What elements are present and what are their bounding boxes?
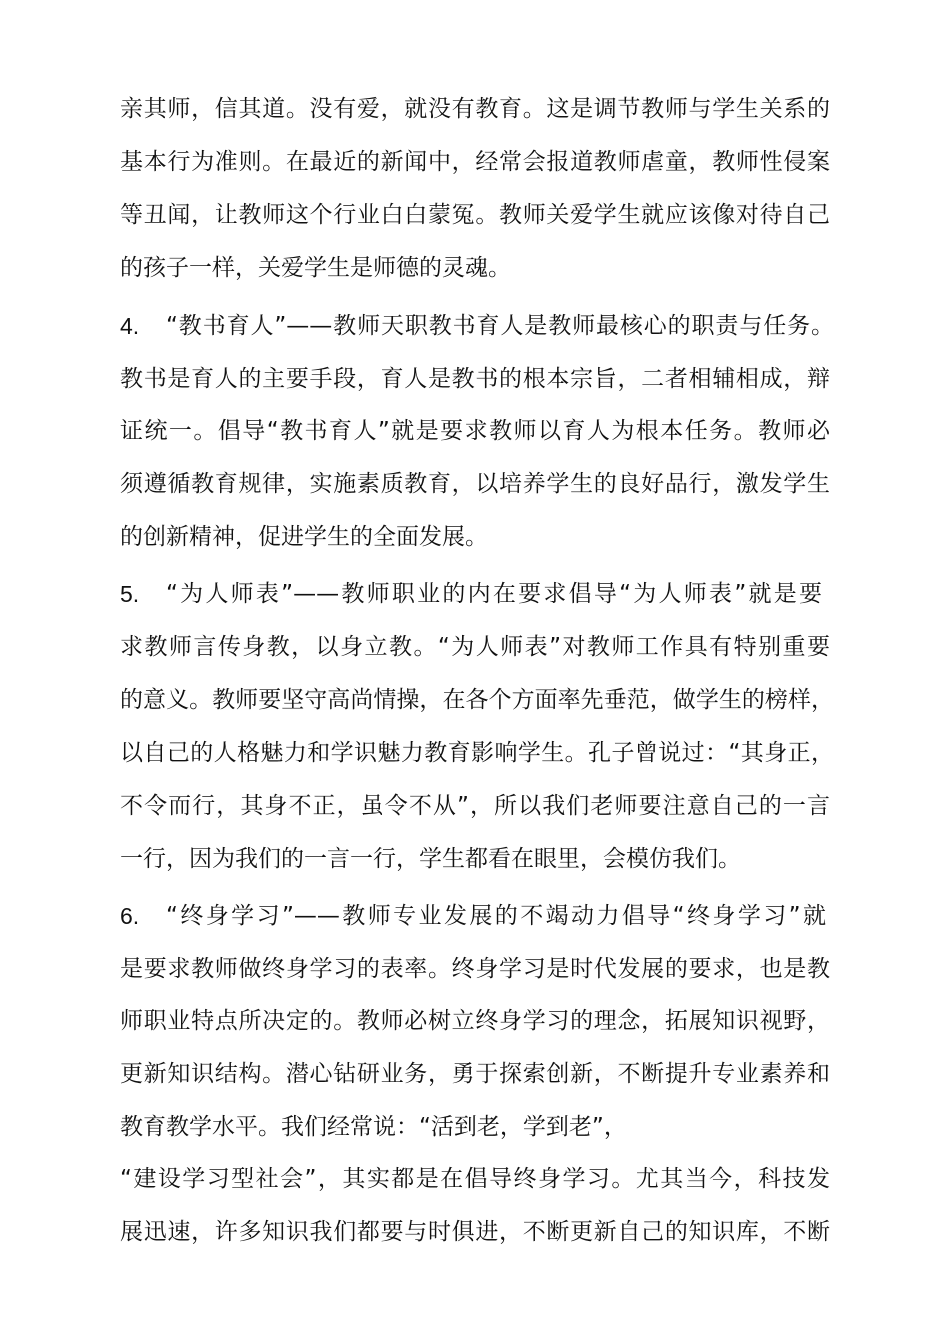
- list-item-5: [120, 579, 822, 609]
- text-line: “教书育人”——教师天职教书育人是教师最核心的职责与任务。: [166, 313, 834, 339]
- text-line: 求教师言传身教，以身立教。“为人师表”对教师工作具有特别重要: [120, 634, 830, 660]
- text-line: “为人师表”——教师职业的内在要求倡导“为人师表”就是要: [166, 581, 822, 607]
- item-number: 5.: [120, 581, 140, 607]
- text-line: 更新知识结构。潜心钻研业务，勇于探索创新，不断提升专业素养和: [120, 1061, 830, 1087]
- text-line: 不令而行，其身不正，虽令不从”，所以我们老师要注意自己的一言: [120, 793, 830, 819]
- text-line: “终身学习”——教师专业发展的不竭动力倡导“终身学习”就: [166, 903, 826, 929]
- text-line: 一行，因为我们的一言一行，学生都看在眼里，会模仿我们。: [120, 846, 741, 872]
- text-line: 亲其师，信其道。没有爱，就没有教育。这是调节教师与学生关系的: [120, 96, 830, 122]
- item-number: 6.: [120, 903, 140, 929]
- text-line: 证统一。倡导“教书育人”就是要求教师以育人为根本任务。教师必: [120, 418, 830, 444]
- text-line: 的创新精神，促进学生的全面发展。: [120, 524, 488, 550]
- text-line: 的孩子一样，关爱学生是师德的灵魂。: [120, 255, 511, 281]
- text-line: “建设学习型社会”，其实都是在倡导终身学习。尤其当今，科技发: [120, 1166, 830, 1192]
- text-line: 等丑闻，让教师这个行业白白蒙冤。教师关爱学生就应该像对待自己: [120, 202, 830, 228]
- text-line: 展迅速，许多知识我们都要与时俱进，不断更新自己的知识库，不断: [120, 1219, 830, 1245]
- text-line: 师职业特点所决定的。教师必树立终身学习的理念，拓展知识视野，: [120, 1008, 830, 1034]
- text-line: 教育教学水平。我们经常说：“活到老，学到老”，: [120, 1114, 627, 1140]
- text-line: 的意义。教师要坚守高尚情操，在各个方面率先垂范，做学生的榜样，: [120, 687, 834, 713]
- text-line: 以自己的人格魅力和学识魅力教育影响学生。孔子曾说过：“其身正，: [120, 740, 834, 766]
- text-line: 须遵循教育规律，实施素质教育，以培养学生的良好品行，激发学生: [120, 471, 830, 497]
- list-item-6: [120, 901, 826, 931]
- text-line: 教书是育人的主要手段，育人是教书的根本宗旨，二者相辅相成，辩: [120, 366, 830, 392]
- text-line: 是要求教师做终身学习的表率。终身学习是时代发展的要求，也是教: [120, 956, 830, 982]
- item-number: 4.: [120, 313, 140, 339]
- list-item-4: [120, 311, 834, 341]
- text-line: 基本行为准则。在最近的新闻中，经常会报道教师虐童，教师性侵案: [120, 149, 830, 175]
